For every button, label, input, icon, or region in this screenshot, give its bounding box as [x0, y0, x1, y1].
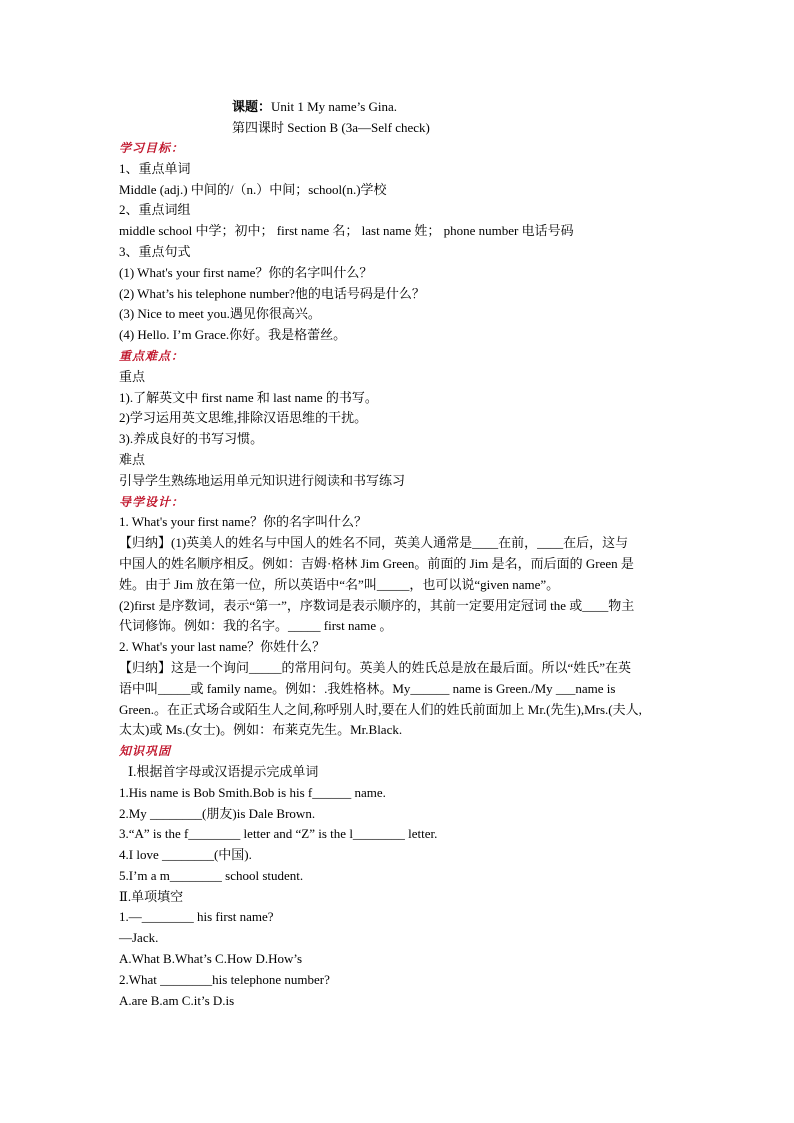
document-body	[119, 138, 719, 1011]
text-line: 3、重点句式	[119, 243, 191, 259]
lesson-subtitle: 第四课时 Section B (3a—Self check)	[232, 120, 430, 135]
section-heading: 重点难点：	[119, 348, 185, 363]
text-line: 姓。由于 Jim 放在第一位，所以英语中“名”叫_____，也可以说“given name”。	[119, 576, 560, 592]
text-line: Ⅱ.单项填空	[119, 888, 184, 904]
text-line: 中国人的姓名顺序相反。例如：吉姆·格林 Jim Green。前面的 Jim 是名，而后面的 Green 是	[119, 555, 634, 571]
text-line: 2、重点词组	[119, 202, 191, 218]
text-line: (3) Nice to meet you.遇见你很高兴。	[119, 306, 321, 322]
text-line: —Jack.	[119, 930, 159, 946]
text-line: (2) What’s his telephone number?他的电话号码是什么？	[119, 285, 425, 301]
text-line: Green.。在正式场合或陌生人之间,称呼别人时,要在人们的姓氏前面加上 Mr.(先生),Mrs.(夫人,	[119, 701, 642, 717]
text-line: 太太)或 Ms.(女士)。例如：布莱克先生。Mr.Black.	[119, 722, 403, 738]
text-line: 2.What ________his telephone number?	[119, 971, 330, 987]
text-line: (2)first 是序数词，表示“第一”，序数词是表示顺序的，其前一定要用定冠词 the 或____物主	[119, 597, 635, 613]
section-heading: 学习目标：	[119, 141, 185, 155]
text-line: A.What B.What’s C.How D.How’s	[119, 951, 303, 967]
title-label: 课题：	[232, 99, 272, 114]
text-line: 重点	[119, 368, 146, 384]
section-heading: 导学设计：	[119, 494, 185, 509]
text-line: middle school 中学；初中； first name 名； last name 姓； phone number 电话号码	[119, 223, 574, 239]
text-line: A.are B.am C.it’s D.is	[119, 992, 235, 1008]
text-line: 1、重点单词	[119, 160, 191, 176]
text-line: (1) What's your first name？你的名字叫什么？	[119, 264, 373, 280]
text-line: 【归纳】(1)英美人的姓名与中国人的姓名不同，英美人通常是____在前，____在后，这与	[119, 535, 629, 551]
text-line: 2)学习运用英文思维,排除汉语思维的干扰。	[119, 410, 368, 426]
text-line: 1).了解英文中 first name 和 last name 的书写。	[119, 389, 378, 405]
text-line: Middle (adj.) 中间的/（n.）中间；school(n.)学校	[119, 181, 387, 197]
title-text: Unit 1 My name’s Gina.	[271, 99, 398, 114]
text-line: 5.I’m a m________ school student.	[119, 867, 304, 883]
text-line: 引导学生熟练地运用单元知识进行阅读和书写练习	[119, 472, 406, 488]
text-line: Ⅰ.根据首字母或汉语提示完成单词	[128, 763, 319, 779]
text-line: 2.My ________(朋友)is Dale Brown.	[119, 805, 316, 821]
text-line: 3).养成良好的书写习惯。	[119, 431, 264, 447]
text-line: 代词修饰。例如：我的名字。_____ first name 。	[119, 618, 393, 634]
text-line: 难点	[119, 451, 146, 467]
text-line: 1.—________ his first name?	[119, 909, 274, 925]
text-line: 1. What's your first name？你的名字叫什么？	[119, 514, 367, 530]
text-line: 【归纳】这是一个询问_____的常用问句。英美人的姓氏总是放在最后面。所以“姓氏”在英	[119, 659, 632, 675]
text-line: 3.“A” is the f________ letter and “Z” is the l________ letter.	[119, 826, 438, 842]
lesson-title	[232, 96, 397, 117]
text-line: 1.His name is Bob Smith.Bob is his f______ name.	[119, 784, 386, 800]
section-heading: 知识巩固	[119, 744, 172, 759]
text-line: 4.I love ________(中国).	[119, 847, 252, 863]
text-line: (4) Hello. I’m Grace.你好。我是格蕾丝。	[119, 327, 347, 343]
text-line: 2. What's your last name？你姓什么？	[119, 639, 326, 655]
text-line: 语中叫_____或 family name。例如：.我姓格林。My______ name is Green./My ___name is	[119, 680, 616, 696]
